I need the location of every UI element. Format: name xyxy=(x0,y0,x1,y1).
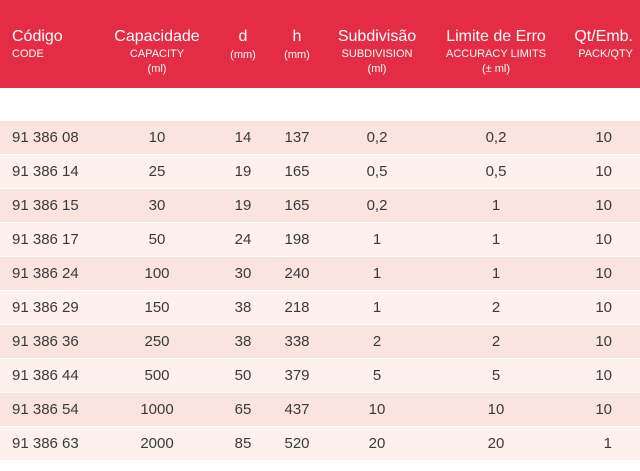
table-row xyxy=(0,359,640,393)
cell-qty: 10 xyxy=(595,197,612,214)
cell-capacity: 10 xyxy=(148,129,166,146)
cell-subdivision: 0,5 xyxy=(366,163,388,180)
header-code-sub: CODE xyxy=(12,48,44,60)
cell-h: 137 xyxy=(284,129,310,146)
table-header xyxy=(0,0,640,88)
cell-subdivision: 5 xyxy=(372,367,382,384)
table-row xyxy=(0,393,640,427)
table-row xyxy=(0,427,640,461)
cell-d: 65 xyxy=(234,401,252,418)
header-accuracy-unit: (± ml) xyxy=(481,63,511,75)
header-d-unit: (mm) xyxy=(230,49,256,61)
cell-code: 91 386 29 xyxy=(12,299,79,316)
header-d xyxy=(230,29,256,61)
header-code xyxy=(12,29,63,60)
cell-qty: 10 xyxy=(595,401,612,418)
cell-h: 198 xyxy=(284,231,310,248)
cell-accuracy: 2 xyxy=(491,333,501,350)
cell-d: 38 xyxy=(234,333,252,350)
table-row xyxy=(0,291,640,325)
cell-qty: 10 xyxy=(595,129,612,146)
cell-capacity: 50 xyxy=(148,231,166,248)
cell-capacity: 500 xyxy=(144,367,170,384)
cell-subdivision: 1 xyxy=(372,265,382,282)
cell-d: 85 xyxy=(234,435,252,452)
cell-code: 91 386 08 xyxy=(12,129,79,146)
cell-subdivision: 0,2 xyxy=(366,197,388,214)
cell-capacity: 100 xyxy=(144,265,170,282)
table-row xyxy=(0,223,640,257)
cell-accuracy: 5 xyxy=(491,367,501,384)
cell-h: 379 xyxy=(284,367,310,384)
cell-subdivision: 0,2 xyxy=(366,129,388,146)
cell-code: 91 386 14 xyxy=(12,163,79,180)
cell-qty: 10 xyxy=(595,231,612,248)
table-row xyxy=(0,325,640,359)
header-capacity-label: Capacidade xyxy=(114,28,200,45)
cell-d: 24 xyxy=(234,231,252,248)
cell-qty: 1 xyxy=(603,435,612,452)
table-row xyxy=(0,155,640,189)
header-h-label: h xyxy=(292,28,302,45)
header-capacity xyxy=(114,29,199,75)
cell-h: 165 xyxy=(284,197,310,214)
table-row xyxy=(0,189,640,223)
table-row xyxy=(0,257,640,291)
cell-h: 520 xyxy=(284,435,310,452)
header-subdivision-label: Subdivisão xyxy=(337,28,417,45)
cell-capacity: 1000 xyxy=(140,401,174,418)
cell-code: 91 386 36 xyxy=(12,333,79,350)
cell-accuracy: 10 xyxy=(487,401,505,418)
cell-d: 30 xyxy=(234,265,252,282)
cell-code: 91 386 17 xyxy=(12,231,79,248)
cell-capacity: 25 xyxy=(148,163,166,180)
cell-subdivision: 1 xyxy=(372,299,382,316)
header-h xyxy=(284,29,310,61)
cell-code: 91 386 24 xyxy=(12,265,79,282)
header-qty xyxy=(574,29,633,60)
cell-capacity: 30 xyxy=(148,197,166,214)
header-accuracy-label: Limite de Erro xyxy=(446,28,546,45)
cell-accuracy: 1 xyxy=(491,231,501,248)
cell-code: 91 386 15 xyxy=(12,197,79,214)
header-qty-label: Qt/Emb. xyxy=(574,28,633,45)
header-subdivision-sub: SUBDIVISION xyxy=(341,48,413,60)
cell-h: 338 xyxy=(284,333,310,350)
cell-d: 19 xyxy=(234,163,252,180)
cell-accuracy: 2 xyxy=(491,299,501,316)
header-accuracy xyxy=(446,29,546,75)
cell-accuracy: 0,5 xyxy=(485,163,507,180)
cell-qty: 10 xyxy=(595,265,612,282)
cell-d: 19 xyxy=(234,197,252,214)
cell-qty: 10 xyxy=(595,299,612,316)
cell-d: 14 xyxy=(234,129,252,146)
cell-qty: 10 xyxy=(595,333,612,350)
cell-h: 165 xyxy=(284,163,310,180)
cell-code: 91 386 63 xyxy=(12,435,79,452)
cell-code: 91 386 44 xyxy=(12,367,79,384)
cell-accuracy: 20 xyxy=(487,435,505,452)
cell-qty: 10 xyxy=(595,163,612,180)
header-code-label: Código xyxy=(12,28,63,45)
cell-h: 240 xyxy=(284,265,310,282)
header-subdivision xyxy=(338,29,416,75)
table-row xyxy=(0,121,640,155)
header-accuracy-sub: ACCURACY LIMITS xyxy=(445,48,547,60)
cell-accuracy: 0,2 xyxy=(485,129,507,146)
cell-subdivision: 1 xyxy=(372,231,382,248)
cell-d: 50 xyxy=(234,367,252,384)
cell-capacity: 2000 xyxy=(140,435,174,452)
cell-qty: 10 xyxy=(595,367,612,384)
header-qty-sub: PACK/QTY xyxy=(578,48,633,60)
cell-accuracy: 1 xyxy=(491,197,501,214)
cell-capacity: 250 xyxy=(144,333,170,350)
header-h-unit: (mm) xyxy=(284,49,310,61)
header-subdivision-unit: (ml) xyxy=(367,63,387,75)
header-capacity-sub: CAPACITY xyxy=(129,48,185,60)
cell-accuracy: 1 xyxy=(491,265,501,282)
table-body xyxy=(0,121,640,461)
header-capacity-unit: (ml) xyxy=(147,63,167,75)
header-d-label: d xyxy=(238,28,248,45)
cell-h: 437 xyxy=(284,401,310,418)
cell-subdivision: 20 xyxy=(368,435,386,452)
cell-subdivision: 10 xyxy=(368,401,386,418)
cell-code: 91 386 54 xyxy=(12,401,79,418)
cell-h: 218 xyxy=(284,299,310,316)
cell-subdivision: 2 xyxy=(372,333,382,350)
cell-d: 38 xyxy=(234,299,252,316)
cell-capacity: 150 xyxy=(144,299,170,316)
